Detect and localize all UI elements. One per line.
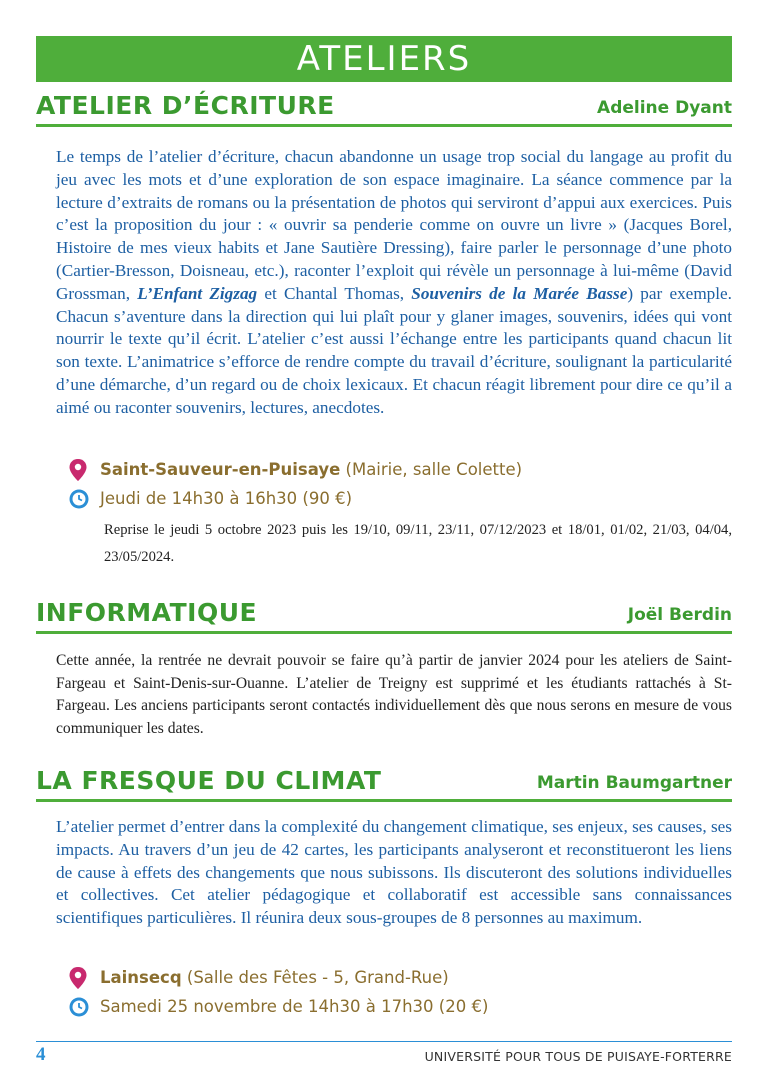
location-detail: (Mairie, salle Colette): [340, 460, 523, 479]
schedule-text: Jeudi de 14h30 à 16h30 (90 €): [100, 489, 353, 508]
text-part: ) par exemple. Chacun s’aventure dans la direction qui lui plaît pour y glaner images, souvenirs, idées qui vont nourrir le texte qu’il écrit. L’atelier c’est aussi l’échange entre les participants quand chacun lit son texte. L’animatrice s’efforce de rendre compte du travail d’écriture, soulignant la particularité d’une démarche, d’un regard ou de choix lexicaux. Et chacun réagit librement pour dire ce qu’il a aimé ou raconter souvenirs, lectures, anecdotes.: [56, 283, 732, 417]
section-title: LA FRESQUE DU CLIMAT: [36, 766, 382, 795]
location-name: Lainsecq: [100, 968, 182, 987]
page-banner: ATELIERS: [36, 36, 732, 82]
map-pin-icon: [68, 458, 88, 482]
section-author: Joël Berdin: [627, 605, 732, 625]
section-author: Martin Baumgartner: [536, 773, 732, 793]
section-header-ecriture: [36, 91, 732, 127]
section-author: Adeline Dyant: [597, 98, 732, 118]
location-detail: (Salle des Fêtes - 5, Grand-Rue): [181, 968, 449, 987]
section-text-ecriture: [56, 146, 732, 420]
section-header-informatique: [36, 598, 732, 634]
footer-divider: [36, 1041, 732, 1042]
section-text-climat: L’atelier permet d’entrer dans la complexité du changement climatique, ses enjeux, ses causes, ses impacts. Au travers d’un jeu de 42 cartes, les participants analyseront et reconstitueront les liens de cause à effets des changements que nous subissons. Ils discuteront des solutions individuelles et collectives. Cet atelier pédagogique et collaboratif est accessible sans connaissances scientifiques particulières. Il réunira deux sous-groupes de 8 personnes au maximum.: [56, 817, 732, 928]
text-part: et Chantal Thomas,: [257, 283, 412, 303]
book-title: L’Enfant Zigzag: [137, 283, 258, 303]
section-title: ATELIER D’ÉCRITURE: [36, 91, 335, 120]
book-title: Souvenirs de la Marée Basse: [411, 283, 628, 303]
page-number: 4: [36, 1044, 46, 1065]
section-text-informatique: Cette année, la rentrée ne devrait pouvoir se faire qu’à partir de janvier 2024 pour les ateliers de Saint-Fargeau et Saint-Denis-sur-Ouanne. L’atelier de Treigny est supprimé et les étudiants rattachés à St-Fargeau. Les anciens participants seront contactés individuellement dès que nous serons en mesure de vous communiquer les dates.: [56, 652, 732, 737]
text-part: Le temps de l’atelier d’écriture, chacun abandonne un usage trop social du langage au profit du jeu avec les mots et d’une exploration de son espace imaginaire. La séance commence par la lecture d’extraits de romans ou la présentation de photos qui serviront d’appui aux exercices. Puis c’est la proposition du jour : « ouvrir sa penderie comme on ouvre un livre » (Jacques Borel, Histoire de mes vieux habits et Jane Sautière Dressing), faire parler le personnage d’une photo (Cartier-Bresson, Doisneau, etc.), raconter l’exploit qui révèle un personnage à lui-même (David Grossman,: [56, 147, 732, 303]
location-name: Saint-Sauveur-en-Puisaye: [100, 460, 341, 479]
schedule-text: Samedi 25 novembre de 14h30 à 17h30 (20 €): [100, 997, 489, 1016]
footer-text: UNIVERSITÉ POUR TOUS DE PUISAYE-FORTERRE: [424, 1049, 732, 1064]
clock-icon: [68, 995, 90, 1019]
schedule-note: Reprise le jeudi 5 octobre 2023 puis les 19/10, 09/11, 23/11, 07/12/2023 et 18/01, 01/02, 21/03, 04/04, 23/05/2024.: [104, 522, 732, 565]
section-title: INFORMATIQUE: [36, 598, 258, 627]
clock-icon: [68, 487, 90, 511]
section-header-climat: [36, 766, 732, 802]
map-pin-icon: [68, 966, 88, 990]
